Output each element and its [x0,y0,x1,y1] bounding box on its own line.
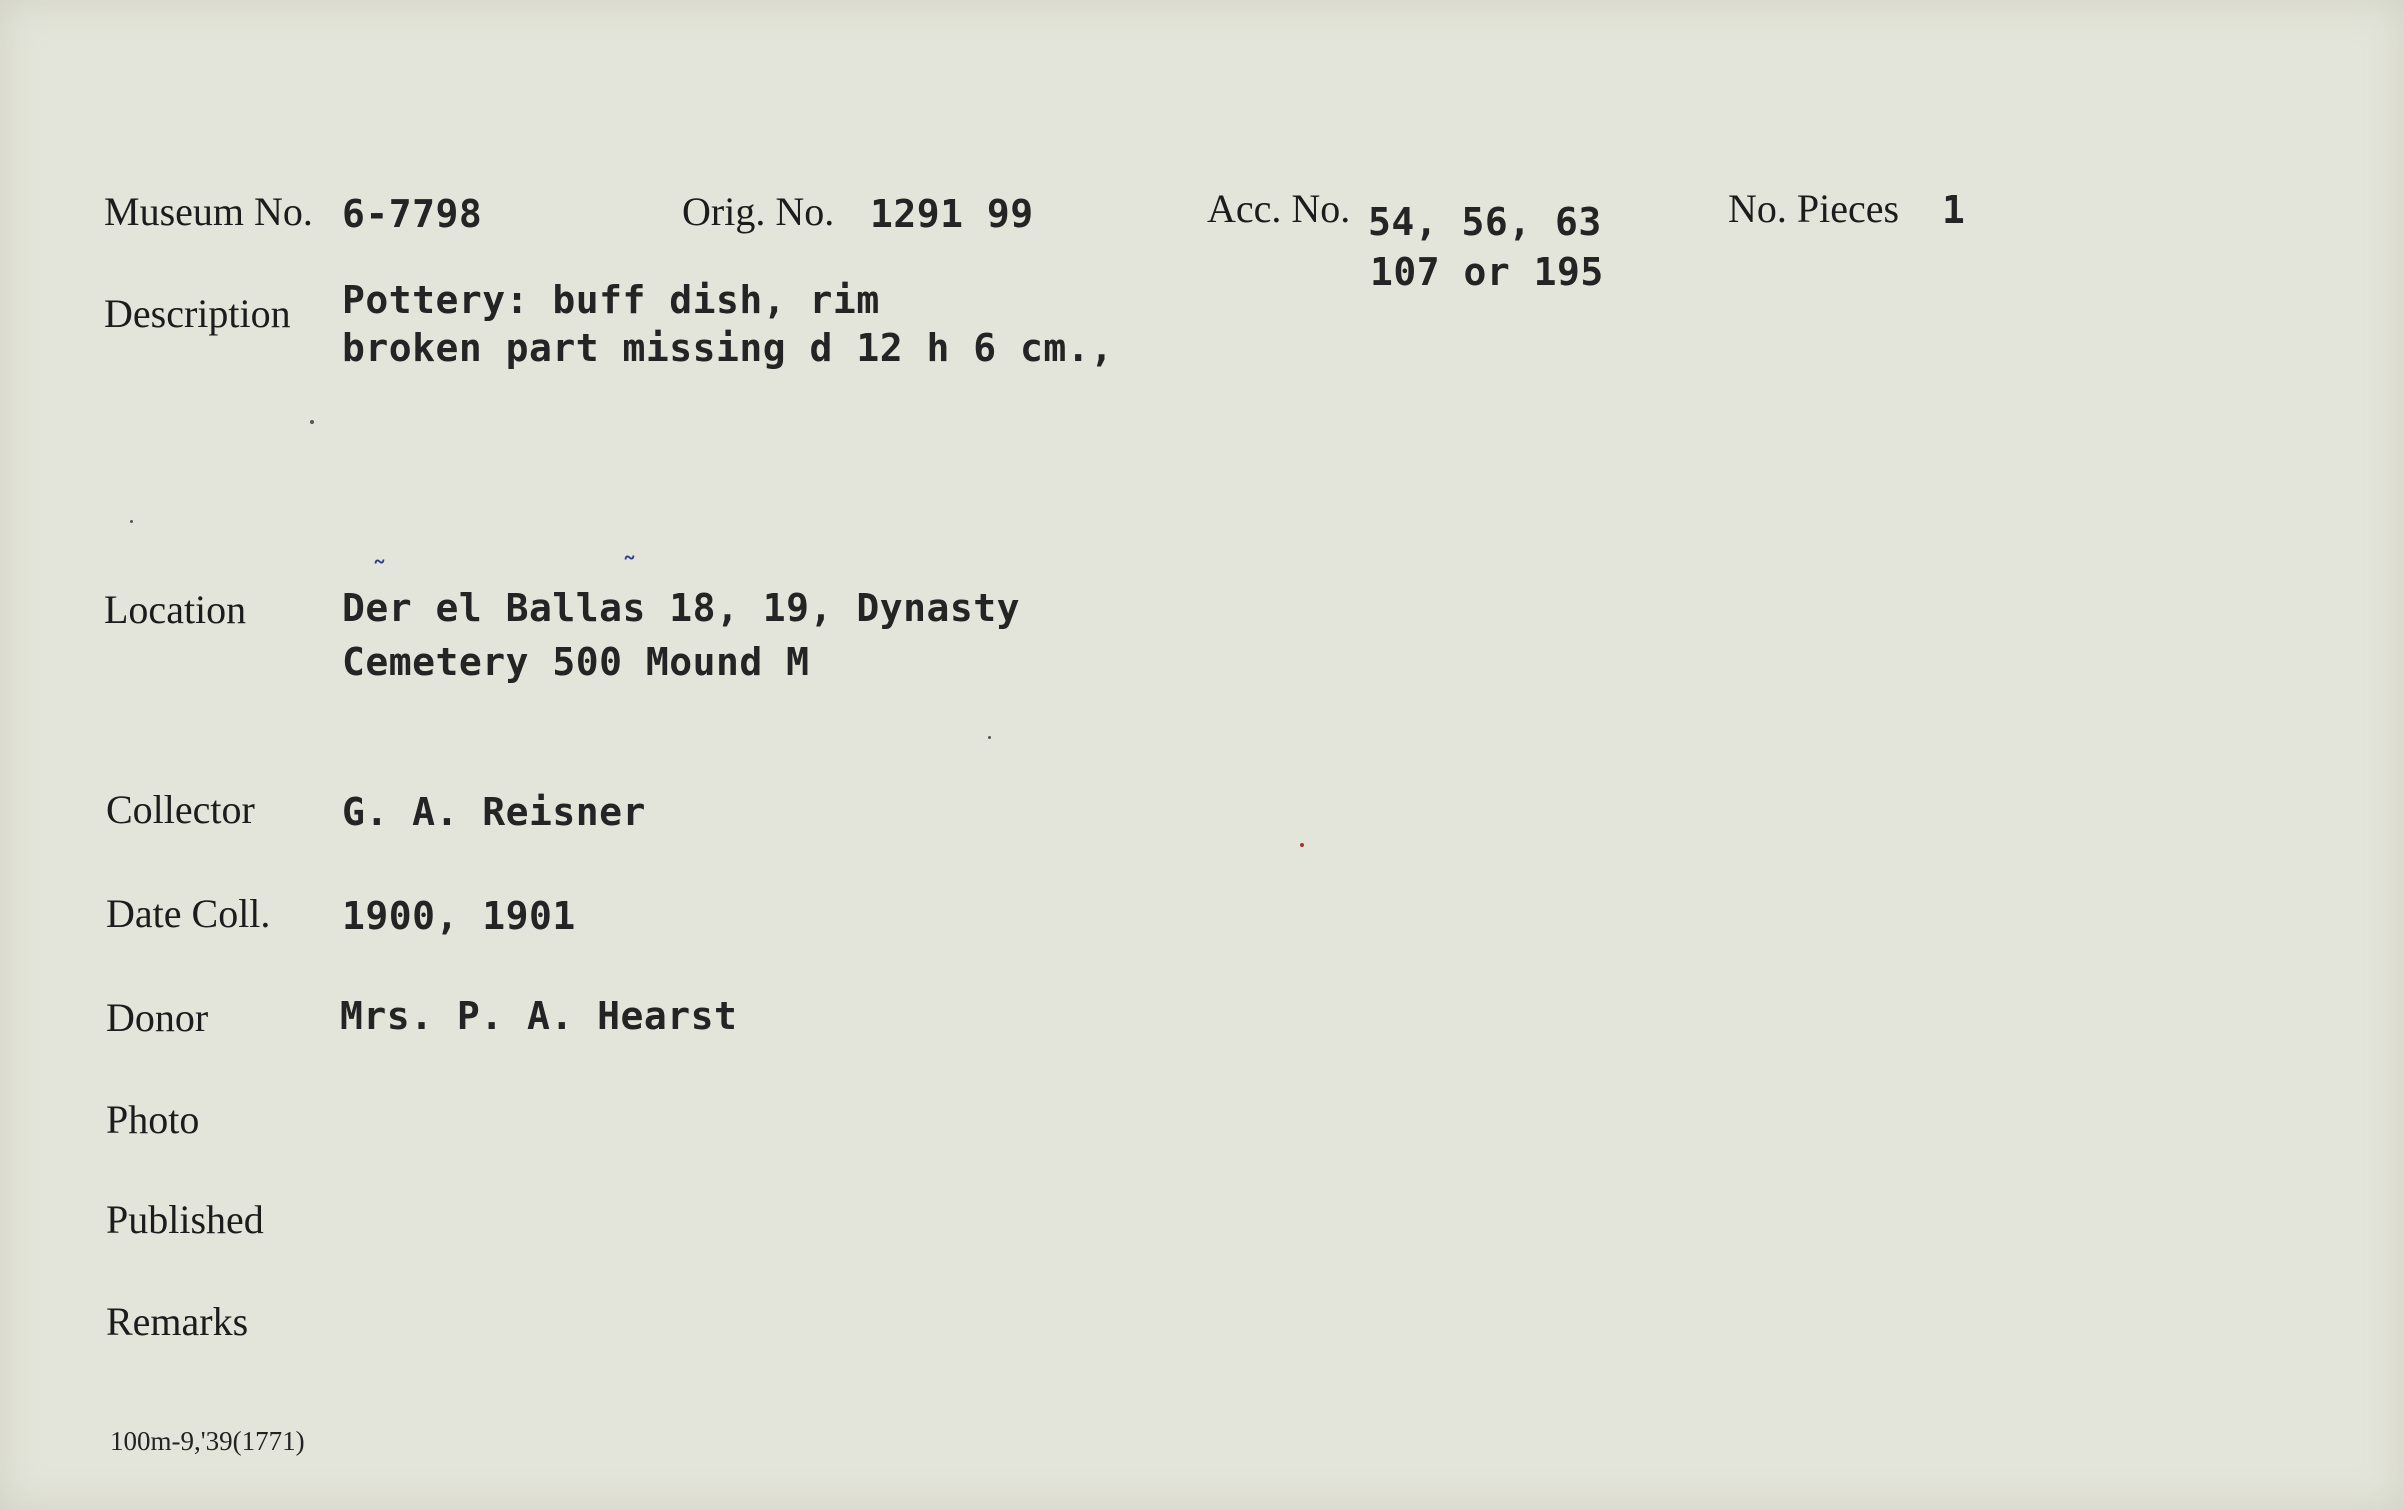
description-value-line1: Pottery: buff dish, rim [342,278,880,322]
museum-no-value: 6-7798 [342,192,483,236]
location-label: Location [104,587,247,632]
photo-label: Photo [106,1097,200,1142]
collector-value: G. A. Reisner [342,790,646,834]
paper-speck [1300,843,1304,847]
paper-speck [988,736,991,739]
donor-label: Donor [106,995,209,1040]
acc-no-label: Acc. No. [1207,186,1351,231]
description-value-line2: broken part missing d 12 h 6 cm., [342,326,1114,370]
paper-speck [310,420,314,424]
date-coll-value: 1900, 1901 [342,894,576,938]
published-label: Published [106,1197,264,1242]
tilde-mark-1: ˜ [372,556,387,591]
description-label: Description [104,291,291,336]
museum-no-label: Museum No. [104,189,313,234]
location-value-line2: Cemetery 500 Mound M [342,640,810,684]
orig-no-label: Orig. No. [682,189,835,234]
no-pieces-label: No. Pieces [1728,186,1900,231]
paper-speck [130,520,133,523]
tilde-mark-2: ˜ [622,552,637,587]
acc-no-value-line1: 54, 56, 63 [1368,200,1602,244]
date-coll-label: Date Coll. [106,891,271,936]
acc-no-value-line2: 107 or 195 [1370,250,1604,294]
location-value-line1: Der el Ballas 18, 19, Dynasty [342,586,1020,630]
no-pieces-value: 1 [1942,188,1966,232]
collector-label: Collector [106,787,255,832]
orig-no-value: 1291 99 [870,192,1034,236]
print-code-footer: 100m-9,'39(1771) [110,1426,305,1456]
remarks-label: Remarks [106,1299,249,1344]
donor-value: Mrs. P. A. Hearst [340,994,738,1038]
